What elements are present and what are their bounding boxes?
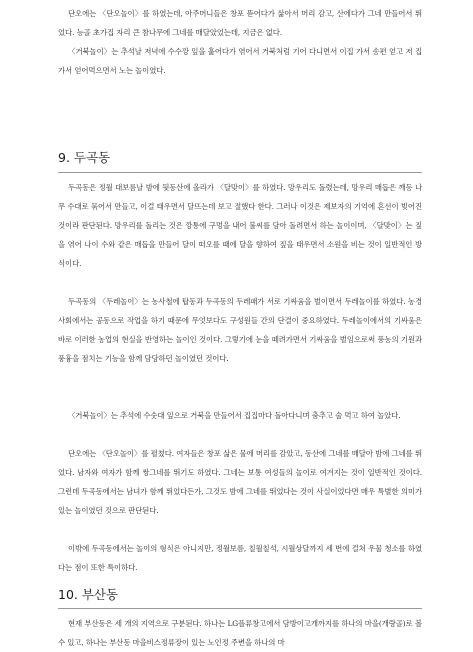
paragraph-dano: 단오에는 〈단오놀이〉를 하였는데, 아주머니들은 창포 뜯어다가 삶아서 머리 감고, 산에다가 그네 만들어서 뛰었다. 능골 초가집 자리 큰 참나무에 그네를 매달았었는데, 지금은 없다. (58, 9, 422, 37)
section-heading-10: 10. 부산동 (58, 587, 119, 602)
section-divider (58, 608, 422, 609)
paragraph-well: 이밖에 두곡동에서는 놀이의 형식은 아니지만, 정월보름, 칠월칠석, 시월상달까지 세 번에 걸쳐 우물 청소를 하였다는 점이 또한 특이하다. (58, 544, 422, 572)
paragraph-busan: 현재 부산동은 세 개의 지역으로 구분된다. 하나는 LG플류창고에서 담방이고개까지를 하나의 마을(개랑골)로 볼 수 있고, 하나는 부산동 마을비스정류장이 있는 노인정 주변을 하나의 마 (58, 619, 422, 647)
paragraph-geobuk-2: 〈거북놀이〉는 추석에 수숫대 잎으로 거북을 만들어서 집집마다 돌아다니며 춤추고 술 먹고 하여 놀았다. (68, 411, 401, 420)
paragraph-dalmaji: 두곡동은 정월 대보름날 밤에 뒷동산에 올라가 〈달맞이〉를 하였다. 망우리도 돌렸는데, 망우리 매듭은 깨등 나무 수대로 묶어서 만들고, 이걸 태우면서 달뜨는데 보고 절했다 한다. 그러나 이것은 제보자의 기억에 혼선이 빚어진 것이라 판단된다. 망우리를 돌리는 것은 깡통에 구멍을 내어 불씨를 담아 돌려면서 하는 놀이이며, 〈달맞이〉는 짚을 엮어 나이 수와 같은 매듭을 만들어 달이 떠오를 때에 달을 향하여 짚을 태우면서 소원을 비는 것이 일반적인 방식이다. (58, 183, 422, 268)
section-divider (58, 172, 422, 173)
paragraph-dano-2: 단오에는 〈단오놀이〉를 펼쳤다. 여자들은 창포 삶은 물에 머리를 감았고, 동산에 그네를 매달아 밤에 그네를 뛰었다. 남자와 여자가 함께 쌍그네를 뛰기도 하였다. 그네는 보통 여성들의 놀이로 여겨지는 것이 일반적인 것이다. 그런데 두곡동에서는 남녀가 함께 뛰었다든가, 그것도 밤에 그네를 뛰었다는 것이 사실이었다면 매우 특별한 의미가 있는 놀이였던 것으로 판단된다. (58, 449, 422, 515)
paragraph-dure: 두곡동의 〈두레놀이〉는 농사철에 탑동과 두곡동의 두레패가 서로 기싸움을 벌이면서 두레놀이를 하였다. 농경사회에서는 공동으로 작업을 하기 때문에 무엇보다도 구성원들 간의 단결이 중요하였다. 두레놀이에서의 기싸움은 바로 이러한 농업의 현실을 반영하는 놀이인 것이다. 그렇기에 눈을 떼려가면서 기싸움을 벌임으로써 풍농의 기원과 풍흉을 점치는 기능을 함께 담당하던 놀이였던 것이다. (58, 297, 422, 363)
paragraph-geobuk: 〈거북놀이〉는 추석날 저녁에 수수깡 잎을 훑어다가 엮어서 거북처럼 기어 다니면서 이집 가서 송편 얻고 저 집 가서 얻어먹으면서 노는 놀이였다. (58, 47, 422, 75)
section-heading-9: 9. 두곡동 (58, 150, 111, 165)
